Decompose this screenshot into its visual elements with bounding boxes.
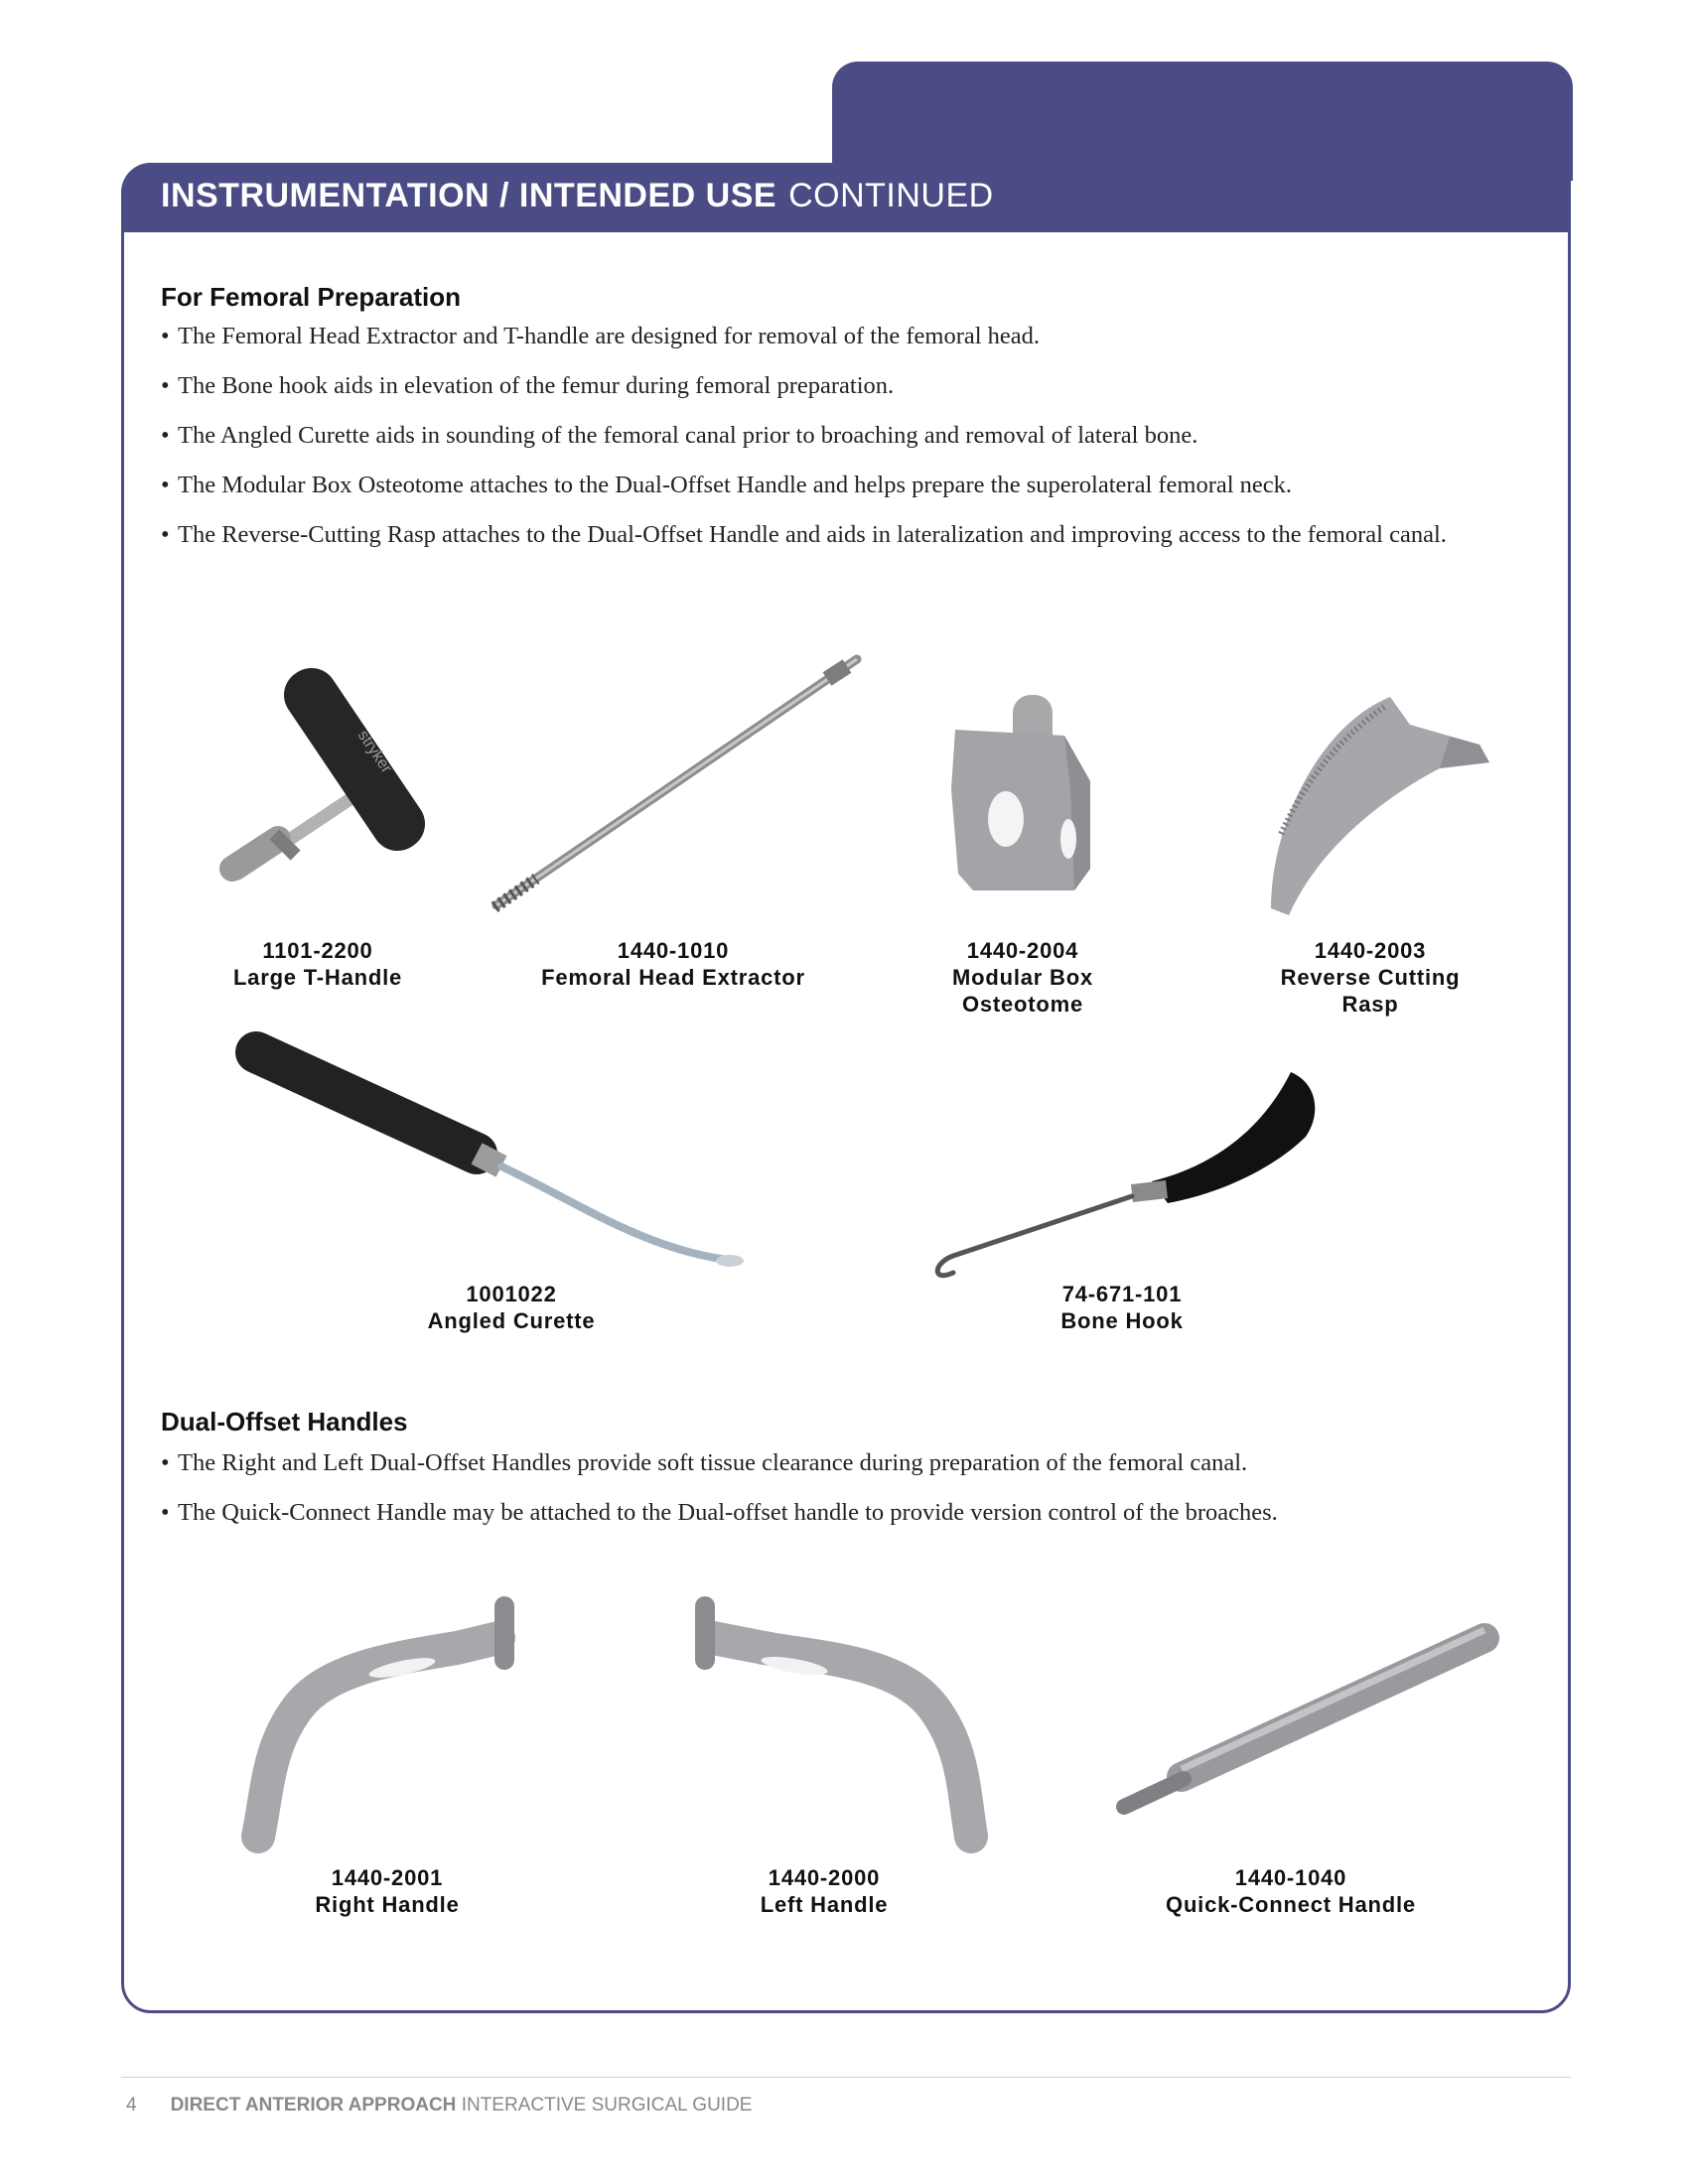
caption xyxy=(1251,937,1489,1018)
caption xyxy=(1033,1281,1211,1334)
caption xyxy=(516,937,830,991)
t-handle-icon xyxy=(209,665,487,903)
caption xyxy=(278,1864,496,1918)
bone-hook-icon xyxy=(914,1052,1331,1281)
instrument-name-line2: Rasp xyxy=(1341,992,1399,1017)
svg-text:stryker: stryker xyxy=(353,727,395,777)
right-handle-icon xyxy=(238,1588,536,1856)
instrument-name-line1: Reverse Cutting xyxy=(1280,965,1461,990)
instrument-name: Femoral Head Extractor xyxy=(541,965,805,990)
caption xyxy=(725,1864,923,1918)
femoral-head-extractor-icon xyxy=(475,645,872,923)
title-bold: INSTRUMENTATION / INTENDED USE xyxy=(161,177,777,214)
part-number: 1001022 xyxy=(466,1282,557,1306)
caption xyxy=(189,937,447,991)
instrument-name: Quick-Connect Handle xyxy=(1166,1892,1416,1917)
modular-box-osteotome-icon xyxy=(943,690,1102,898)
part-number: 74-671-101 xyxy=(1061,1282,1183,1306)
left-handle-icon xyxy=(685,1588,1003,1856)
instrument-name: Left Handle xyxy=(760,1892,889,1917)
part-number: 1440-1010 xyxy=(617,938,730,963)
bullet-item: • The Right and Left Dual-Offset Handles provide soft tissue clearance during preparation of the femoral canal. xyxy=(161,1446,1521,1480)
title-light: CONTINUED xyxy=(788,177,994,214)
bullet-item: • The Bone hook aids in elevation of the femur during femoral preparation. xyxy=(161,369,1521,403)
bullet-item: • The Quick-Connect Handle may be attached to the Dual-offset handle to provide version control of the broaches. xyxy=(161,1496,1521,1530)
instrument-name: Large T-Handle xyxy=(232,965,403,990)
dual-offset-bullet-list xyxy=(161,1446,1521,1546)
guide-title-light: INTERACTIVE SURGICAL GUIDE xyxy=(461,2095,753,2116)
caption xyxy=(914,937,1132,1018)
part-number: 1440-2003 xyxy=(1314,938,1427,963)
bullet-item: • The Femoral Head Extractor and T-handle are designed for removal of the femoral head. xyxy=(161,320,1521,353)
caption xyxy=(1142,1864,1440,1918)
instrument-name: Angled Curette xyxy=(427,1308,596,1333)
femoral-bullet-list xyxy=(161,320,1521,568)
part-number: 1101-2200 xyxy=(262,938,373,963)
dual-offset-section-heading: Dual-Offset Handles xyxy=(161,1407,408,1436)
guide-title-bold: DIRECT ANTERIOR APPROACH xyxy=(170,2095,457,2116)
part-number: 1440-1040 xyxy=(1234,1865,1347,1890)
reverse-cutting-rasp-icon xyxy=(1251,685,1499,923)
instrument-name-line2: Osteotome xyxy=(961,992,1084,1017)
part-number: 1440-2004 xyxy=(966,938,1079,963)
caption xyxy=(397,1281,626,1334)
angled-curette-icon xyxy=(228,1023,755,1281)
instrument-name: Right Handle xyxy=(315,1892,460,1917)
part-number: 1440-2000 xyxy=(768,1865,881,1890)
bullet-item: • The Angled Curette aids in sounding of the femoral canal prior to broaching and removal of lateral bone. xyxy=(161,419,1521,453)
part-number: 1440-2001 xyxy=(331,1865,444,1890)
instrument-name: Bone Hook xyxy=(1060,1308,1184,1333)
page-title xyxy=(161,177,994,215)
instrument-name-line1: Modular Box xyxy=(951,965,1094,990)
bullet-item: • The Reverse-Cutting Rasp attaches to the Dual-Offset Handle and aids in lateralization and improving access to the femoral canal. xyxy=(161,518,1521,552)
femoral-section-heading: For Femoral Preparation xyxy=(161,282,461,312)
bullet-item: • The Modular Box Osteotome attaches to the Dual-Offset Handle and helps prepare the superolateral femoral neck. xyxy=(161,469,1521,502)
page-number: 4 xyxy=(126,2095,137,2116)
page-footer xyxy=(126,2095,752,2116)
quick-connect-handle-icon xyxy=(1112,1608,1509,1827)
footer-divider xyxy=(121,2077,1571,2078)
